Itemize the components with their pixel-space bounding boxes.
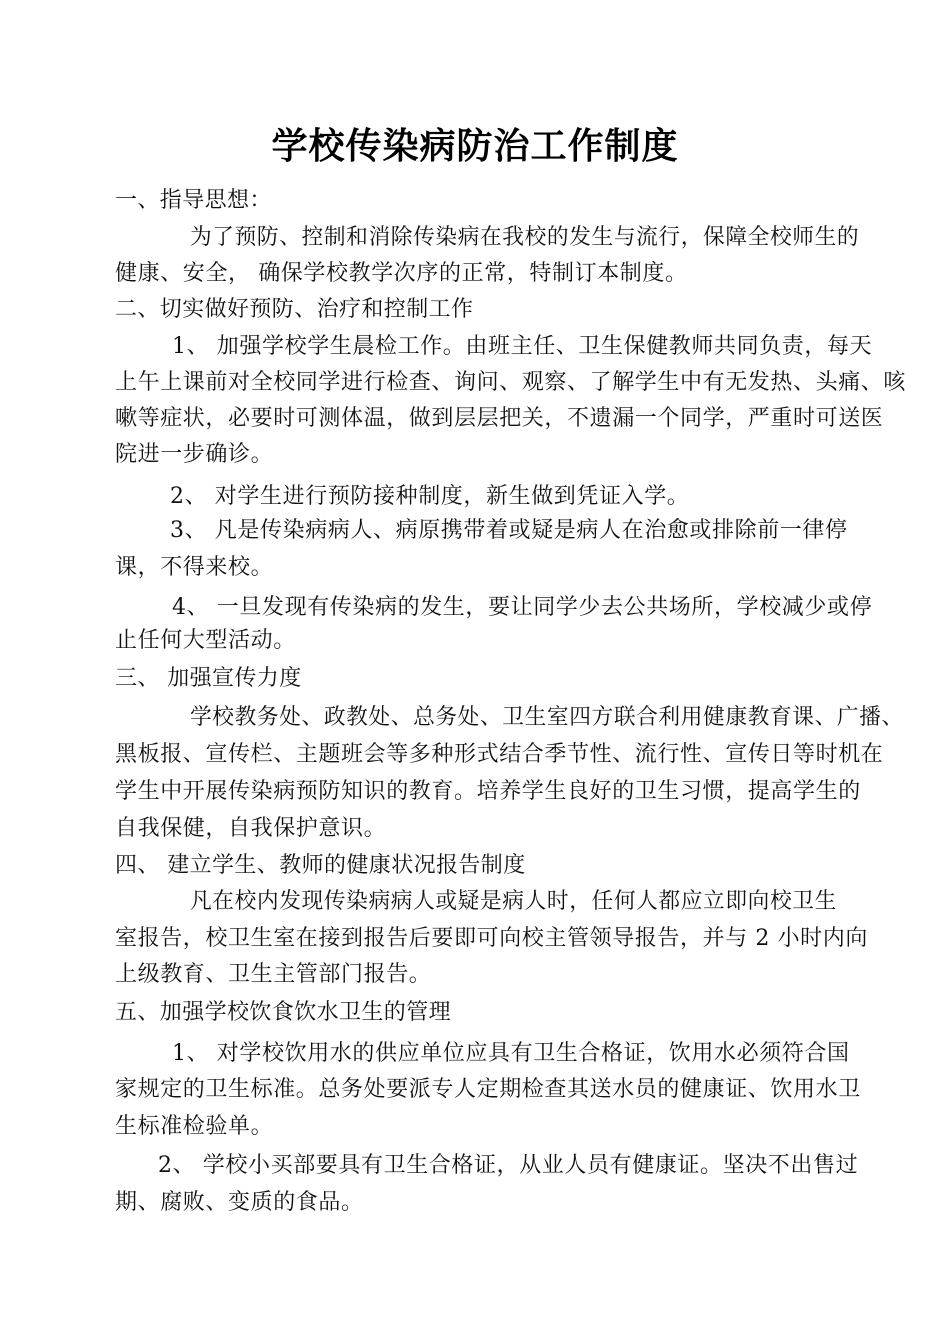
paragraph-line: 自我保健，自我保护意识。: [115, 816, 387, 841]
paragraph-line: 生标准检验单。: [115, 1114, 274, 1139]
paragraph-line: 上级教育、卫生主管部门报告。: [115, 962, 432, 987]
paragraph-line: 健康、安全， 确保学校教学次序的正常，特制订本制度。: [115, 261, 688, 286]
list-item-line: 2、 学校小买部要具有卫生合格证，从业人员有健康证。坚决不出售过: [158, 1153, 859, 1178]
list-item-line: 1、 加强学校学生晨检工作。由班主任、卫生保健教师共同负责，每天: [172, 334, 873, 359]
paragraph-line: 学生中开展传染病预防知识的教育。培养学生良好的卫生习惯，提高学生的: [115, 779, 861, 804]
paragraph-line: 学校教务处、政教处、总务处、卫生室四方联合利用健康教育课、广播、: [190, 705, 904, 730]
paragraph-line: 止任何大型活动。: [115, 628, 296, 653]
section-heading-2: 二、切实做好预防、治疗和控制工作: [115, 297, 474, 322]
section-heading-1: 一、指导思想：: [115, 188, 272, 213]
list-item-line: 3、 凡是传染病病人、病原携带着或疑是病人在治愈或排除前一律停: [170, 518, 848, 543]
list-item-line: 1、 对学校饮用水的供应单位应具有卫生合格证，饮用水必须符合国: [172, 1041, 850, 1066]
paragraph-line: 课，不得来校。: [115, 555, 274, 580]
section-heading-5: 五、加强学校饮食饮水卫生的管理: [115, 1000, 452, 1025]
paragraph-line: 期、腐败、变质的食品。: [115, 1190, 364, 1215]
paragraph-line: 为了预防、控制和消除传染病在我校的发生与流行，保障全校师生的: [190, 225, 860, 250]
paragraph-line: 室报告，校卫生室在接到报告后要即可向校主管领导报告，并与 2 小时内向: [115, 926, 868, 951]
list-item-line: 2、 对学生进行预防接种制度，新生做到凭证入学。: [170, 484, 690, 509]
paragraph-line: 凡在校内发现传染病病人或疑是病人时，任何人都应立即向校卫生: [190, 889, 837, 914]
paragraph-line: 上午上课前对全校同学进行检查、询问、观察、了解学生中有无发热、头痛、咳: [115, 370, 907, 395]
paragraph-line: 嗽等症状，必要时可测体温，做到层层把关，不遗漏一个同学，严重时可送医: [115, 406, 884, 431]
section-heading-4: 四、 建立学生、教师的健康状况报告制度: [115, 853, 526, 878]
paragraph-line: 黑板报、宣传栏、主题班会等多种形式结合季节性、流行性、宣传日等时机在: [115, 742, 884, 767]
paragraph-line: 家规定的卫生标准。总务处要派专人定期检查其送水员的健康证、饮用水卫: [115, 1077, 861, 1102]
paragraph-line: 院进一步确诊。: [115, 442, 274, 467]
document-title: 学校传染病防治工作制度: [271, 126, 679, 167]
list-item-line: 4、 一旦发现有传染病的发生，要让同学少去公共场所，学校减少或停: [172, 595, 873, 620]
section-heading-3: 三、 加强宣传力度: [115, 666, 302, 691]
